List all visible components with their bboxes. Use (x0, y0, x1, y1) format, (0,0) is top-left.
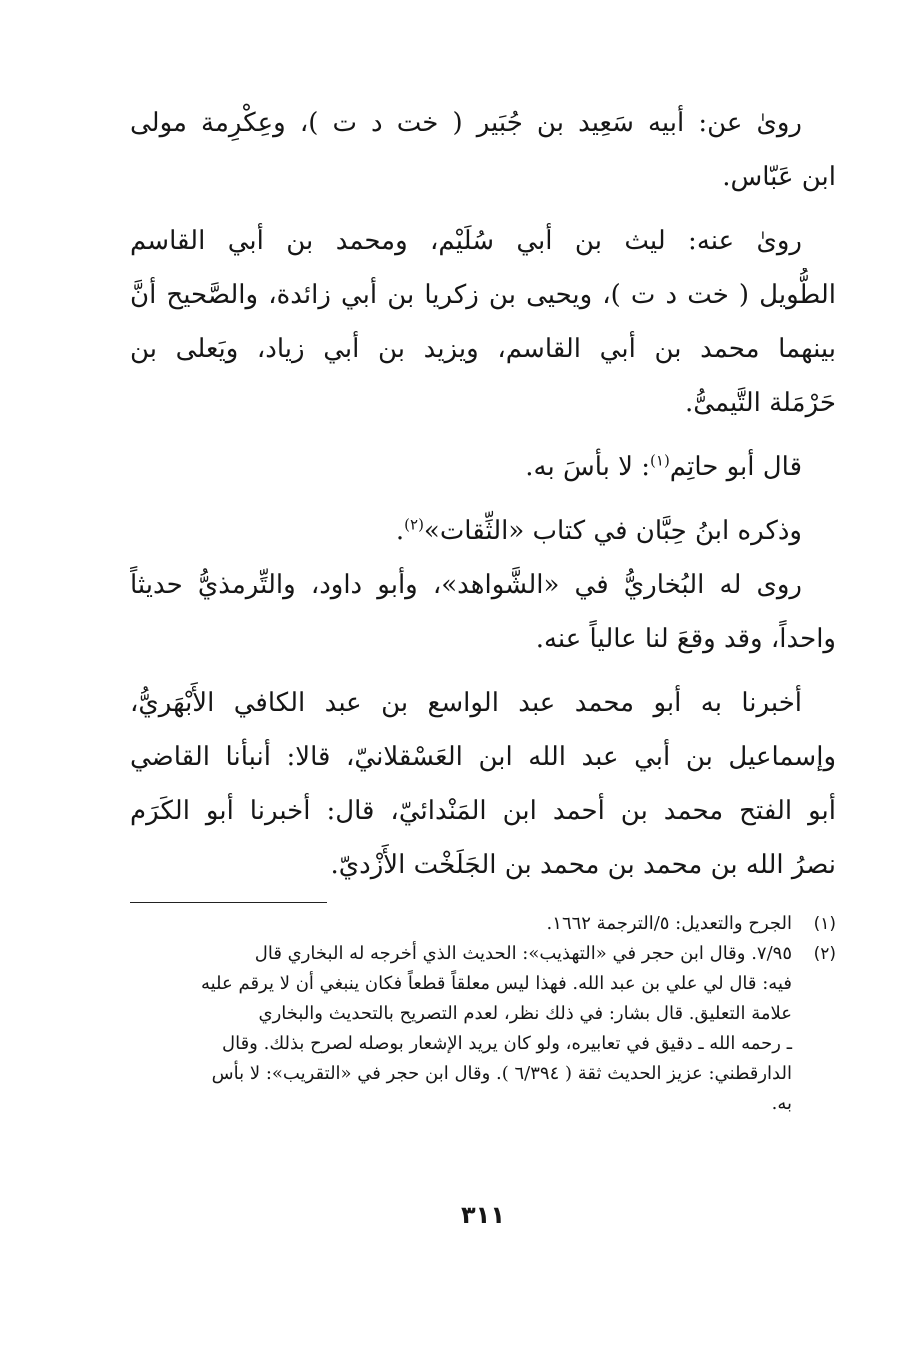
paragraph-narrated-by (130, 214, 836, 430)
footnote-line (130, 939, 836, 969)
text-segment: قال أبو حاتِم (669, 452, 802, 482)
text-line: رویٰ عنه: لیث بن أبي سُلَیْم، ومحمد بن أبي القاسم (130, 226, 802, 256)
footnote-text: الجرح والتعدیل: ٥/الترجمة ١٦٦٢. (546, 913, 792, 934)
text-line (130, 440, 836, 494)
text-segment: وذکره ابنُ حِبَّان في کتاب «الثِّقات» (423, 516, 802, 546)
text-segment: . (395, 516, 405, 546)
footnote-ref: (١) (650, 451, 670, 470)
text-line: واحداً، وقد وقعَ لنا عالیاً عنه. (535, 624, 836, 654)
footnote-line: علامة التعلیق. قال بشار: في ذلك نظر، لعدم التصریح بالتحدیث والبخاري (258, 1003, 792, 1024)
footnote-line (130, 909, 836, 939)
text-line: أبو الفتح محمد بن أحمد ابن المَنْدائيّ، قال: أخبرنا أبو الکَرَم (130, 796, 836, 826)
page-number: ٣١١ (461, 1201, 505, 1229)
text-line: ابن عَبّاس. (722, 162, 836, 192)
text-line: أخبرنا به أبو محمد عبد الواسع بن عبد الکافي الأَبْهَريُّ، (130, 688, 802, 718)
footnote-separator (130, 902, 327, 903)
footnote-line: فیه: قال لي علي بن عبد الله. فهذا لیس معلقاً قطعاً فکان ینبغي أن لا یرقم علیه (200, 973, 792, 994)
paragraph-narrated-from (130, 96, 836, 204)
footnote-line: به. (771, 1093, 792, 1114)
footnote-number: (١) (813, 914, 836, 934)
text-line: حَرْمَلة التَّیمیُّ. (685, 388, 836, 418)
text-line: بینهما محمد بن أبي القاسم، ویزید بن أبي زیاد، ویَعلی بن (130, 334, 836, 364)
footnote-line: ـ رحمه الله ـ دقیق في تعابیره، ولو کان یرید الإشعار بوصله لصرح بذلك. وقال (222, 1033, 792, 1054)
footnote-text: ٧/٩٥. وقال ابن حجر في «التهذیب»: الحدیث الذي أخرجه له البخاري قال (254, 943, 792, 964)
text-line: رویٰ عن: أبیه سَعِید بن جُبَیر ( خت د ت )، وعِکْرِمة مولی (130, 108, 802, 138)
paragraph-narrators (130, 558, 836, 666)
footnotes (130, 909, 836, 1119)
text-line: نصرُ الله بن محمد بن محمد بن الجَلَخْت الأَزْديّ. (330, 850, 836, 880)
page (130, 96, 836, 1229)
paragraph-ibn-hibban (130, 504, 836, 558)
text-segment: : لا بأسَ به. (525, 452, 651, 482)
footnote-ref: (٢) (404, 515, 424, 534)
paragraph-isnad (130, 676, 836, 892)
footnote-line: الدارقطني: عزیز الحدیث ثقة ( ٦/٣٩٤ ). وقال ابن حجر في «التقریب»: لا بأس (211, 1063, 792, 1084)
text-line: وإسماعیل بن أبي عبد الله ابن العَسْقلانيّ، قالا: أنبأنا القاضي (130, 742, 836, 772)
text-line: الطُّویل ( خت د ت )، ویحیی بن زکریا بن أبي زائدة، والصَّحیح أنَّ (130, 280, 836, 310)
text-line: روی له البُخاريُّ في «الشَّواهد»، وأبو داود، والتِّرمذيُّ حدیثاً (130, 570, 802, 600)
text-line (130, 504, 836, 558)
paragraph-abu-hatim (130, 440, 836, 494)
footnote-number: (٢) (813, 944, 836, 964)
